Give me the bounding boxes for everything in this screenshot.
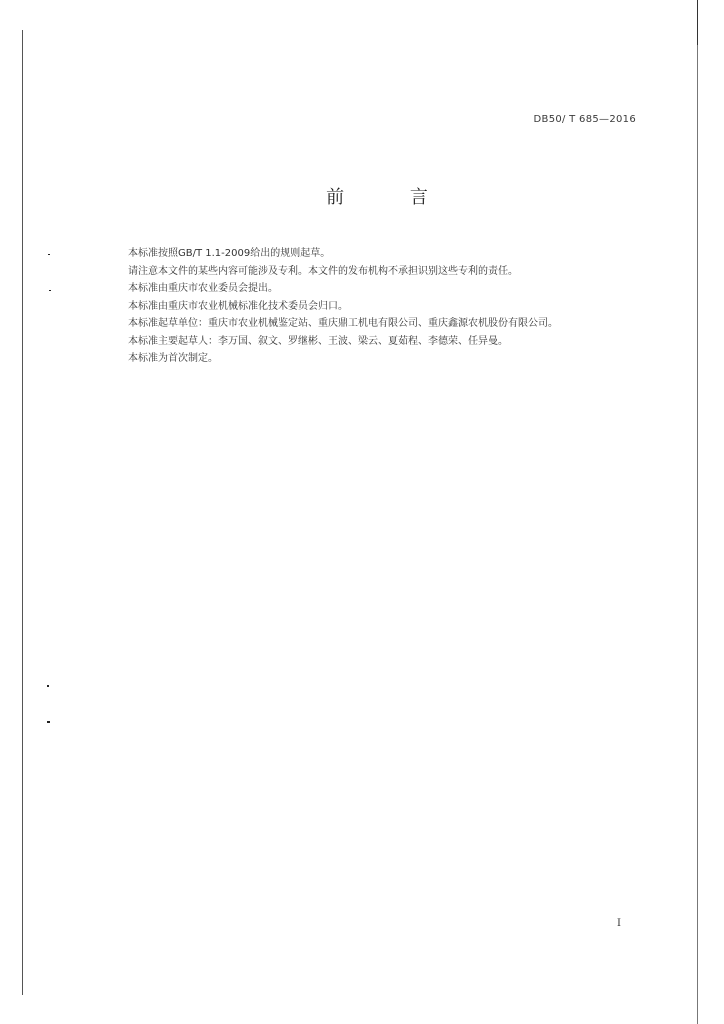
paragraph-centralized-by: 本标准由重庆市农业机械标准化技术委员会归口。 bbox=[128, 300, 348, 312]
page-number: I bbox=[617, 918, 621, 929]
section-title: 前 言 bbox=[326, 187, 458, 208]
scan-speck bbox=[49, 290, 51, 291]
scan-speck bbox=[47, 721, 50, 723]
standard-code: DB50/ T 685—2016 bbox=[533, 114, 636, 125]
paragraph-proposer: 本标准由重庆市农业委员会提出。 bbox=[128, 283, 278, 294]
paragraph-drafting-units: 本标准起草单位：重庆市农业机械鉴定站、重庆鼎工机电有限公司、重庆鑫源农机股份有限公司。 bbox=[128, 318, 558, 329]
scan-speck bbox=[48, 254, 50, 255]
scan-right-edge bbox=[697, 0, 698, 1024]
scan-right-edge-dark bbox=[697, 0, 698, 45]
paragraph-first-edition: 本标准为首次制定。 bbox=[128, 353, 218, 364]
foreword-body bbox=[128, 245, 648, 368]
paragraph-patent-notice: 请注意本文件的某些内容可能涉及专利。本文件的发布机构不承担识别这些专利的责任。 bbox=[128, 265, 518, 277]
paragraph-drafting-rules: 本标准按照GB/T 1.1-2009给出的规则起草。 bbox=[128, 248, 331, 259]
scan-left-edge bbox=[22, 30, 23, 995]
paragraph-main-drafters: 本标准主要起草人：李万国、叙文、罗继彬、王波、梁云、夏茹程、李德荣、任异曼。 bbox=[128, 335, 508, 347]
scan-speck bbox=[47, 685, 49, 687]
